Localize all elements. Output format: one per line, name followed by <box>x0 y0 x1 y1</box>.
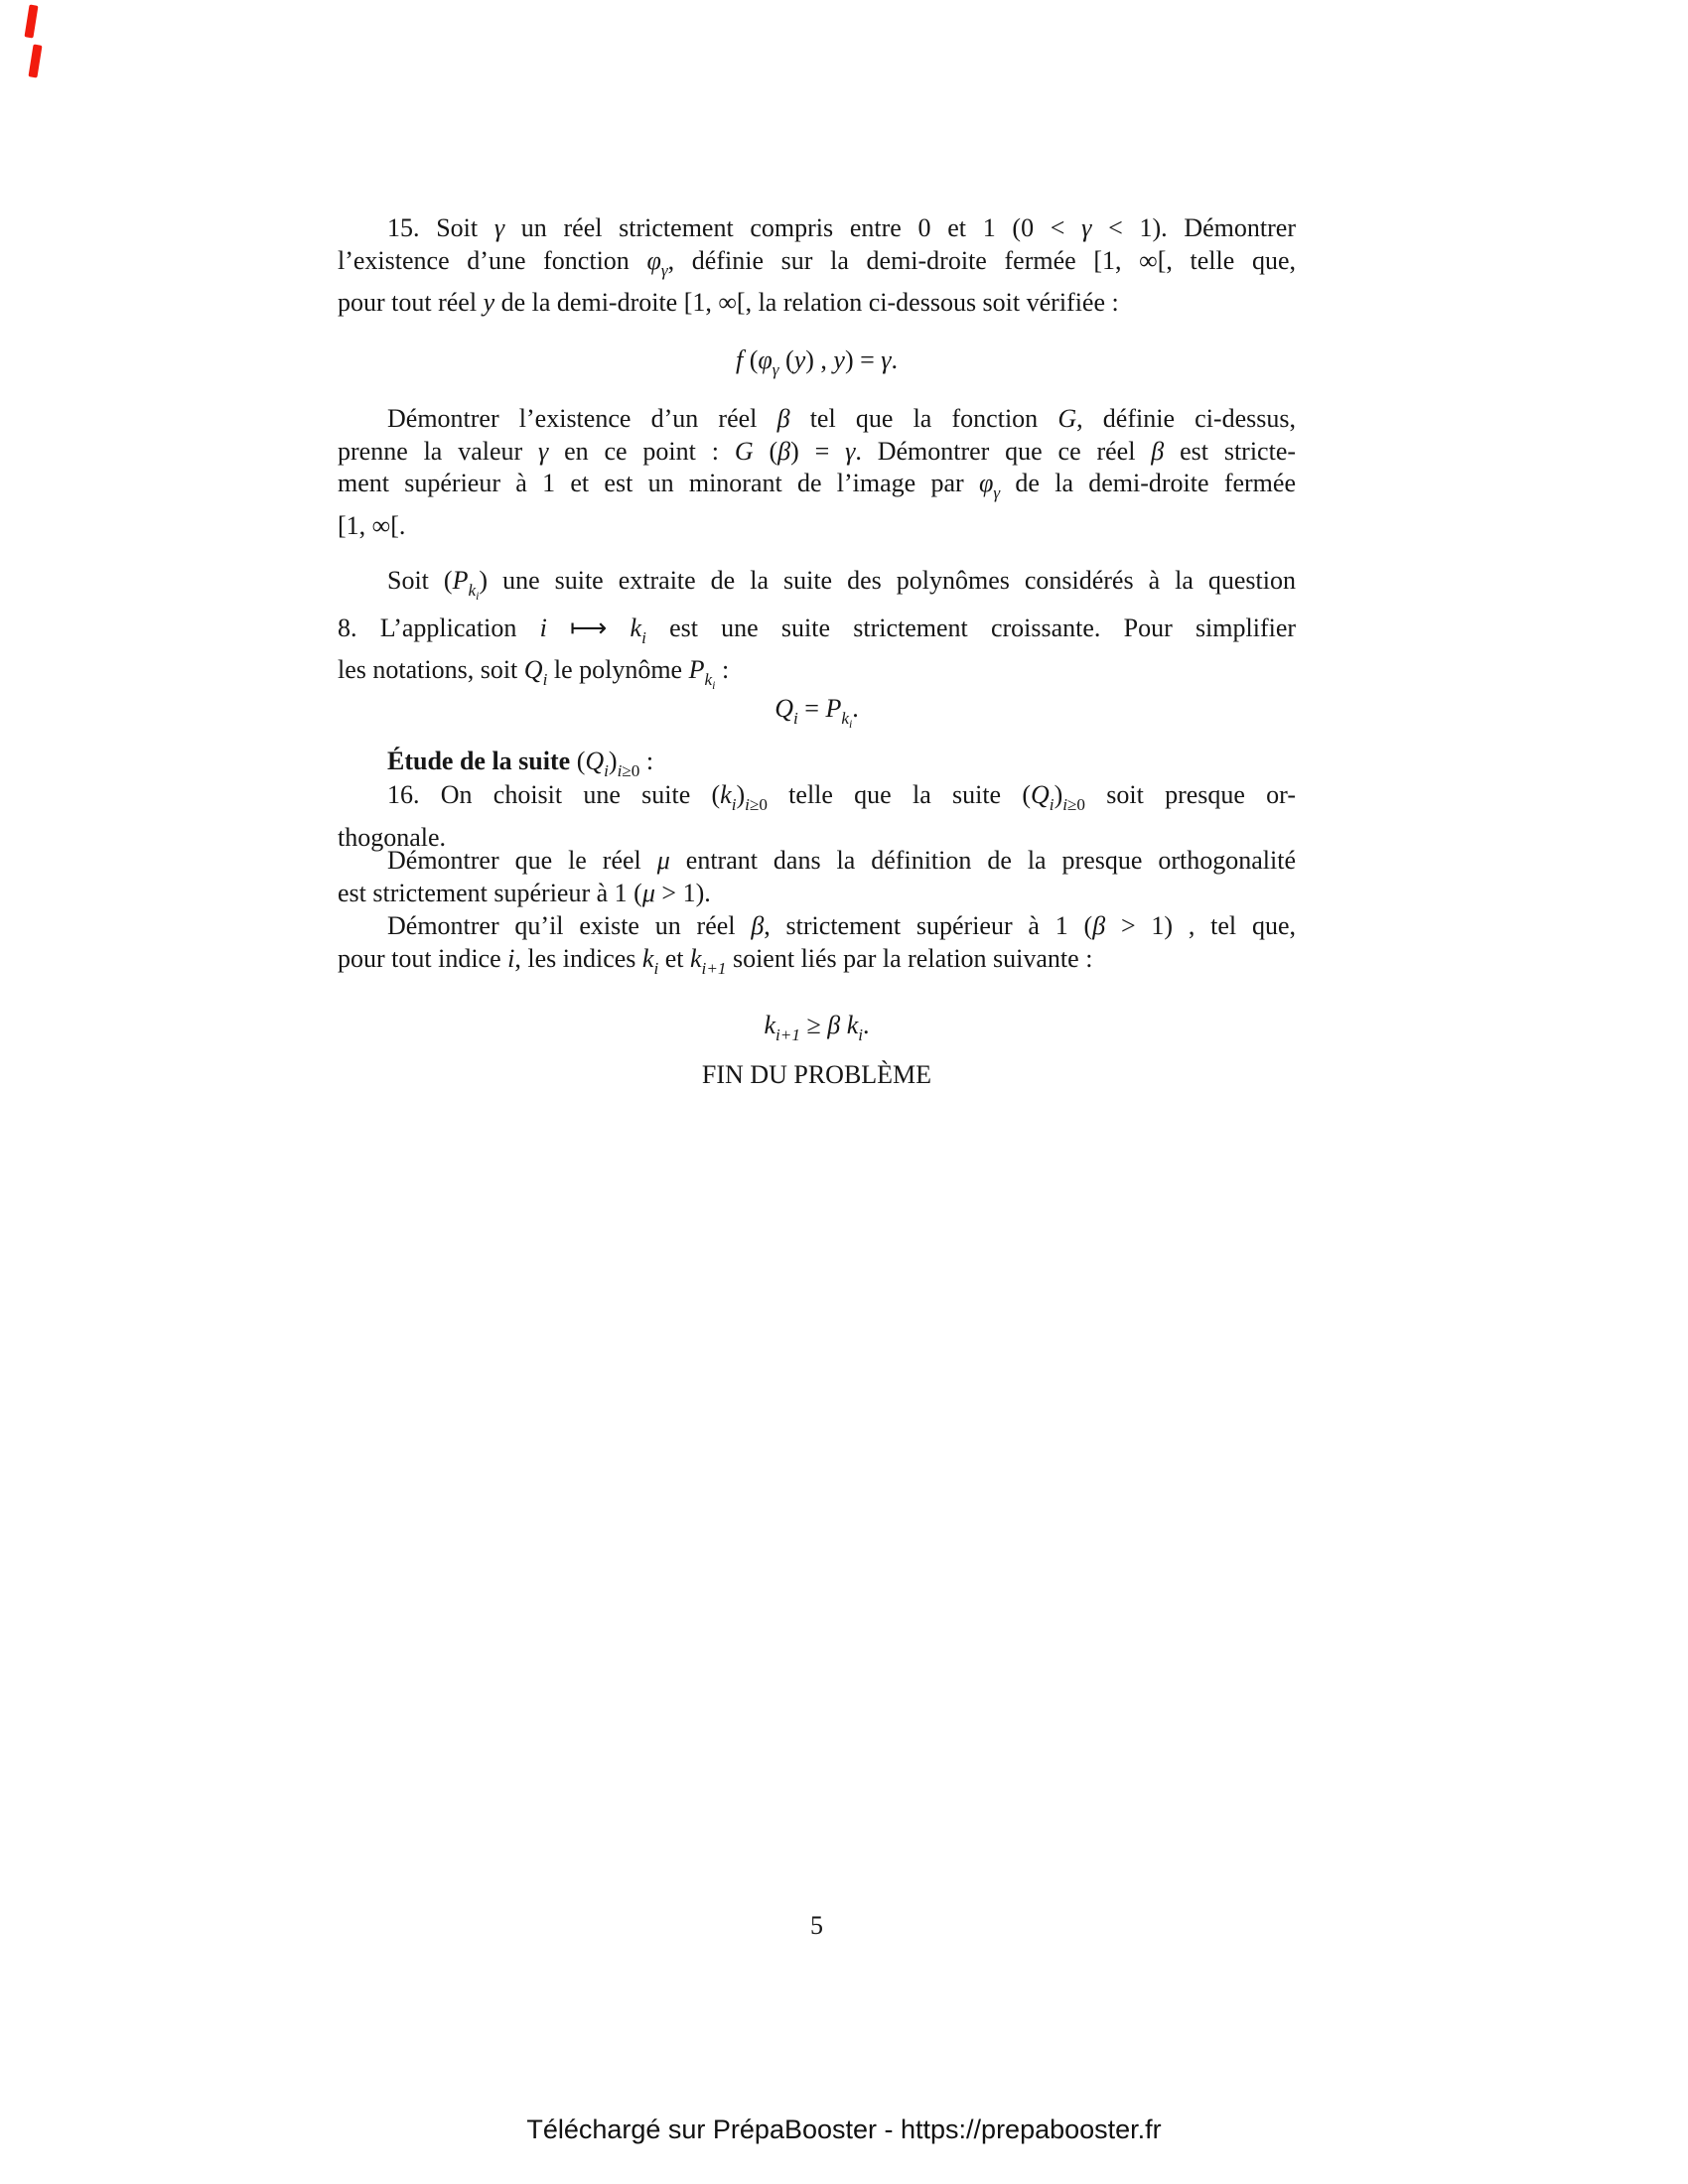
formula-f-phi-gamma <box>338 344 1296 387</box>
text-token: ) <box>1054 780 1063 809</box>
text-token: et <box>658 943 690 973</box>
text-token: ) <box>608 747 618 775</box>
text-token: est stricte- <box>1164 436 1297 466</box>
text-token: i <box>712 678 716 692</box>
text-token: > 1). <box>654 878 711 907</box>
text-token: . <box>863 1011 870 1039</box>
text-token: ( <box>753 436 778 466</box>
text-token: [1, ∞[. <box>338 510 406 540</box>
text-token: Soit ( <box>387 566 453 595</box>
text-token: i <box>507 943 515 973</box>
text-line <box>338 845 1296 878</box>
text-line <box>338 565 1296 613</box>
text-token: 15. Soit <box>387 213 494 242</box>
text-token: > 1) , tel que, <box>1105 911 1296 940</box>
text-token: i <box>604 761 609 780</box>
text-token: β <box>776 404 790 433</box>
text-token: telle que la suite ( <box>767 780 1031 809</box>
text-token: γ <box>772 360 779 379</box>
text-token: f <box>735 345 744 374</box>
text-line <box>338 943 1296 986</box>
text-token: k <box>468 581 477 600</box>
text-token: k <box>720 780 732 809</box>
text-token: β <box>1151 436 1165 466</box>
text-line <box>338 878 1296 910</box>
text-token: = <box>797 694 826 723</box>
text-token: . <box>891 345 899 374</box>
text-token: est une suite strictement croissante. Pour simplifier <box>645 613 1297 642</box>
footer-watermark: Téléchargé sur PrépaBooster - https://prepabooster.fr <box>526 2115 1162 2144</box>
text-token: les notations, soit <box>338 655 524 684</box>
text-line <box>338 613 1296 655</box>
text-token: ≥0 <box>622 761 640 780</box>
text-token: un réel strictement compris entre 0 et 1 (0 < <box>504 213 1082 242</box>
text-token: , définie sur la demi-droite fermée [1, ∞[, telle que, <box>667 245 1296 275</box>
text-token: i+1 <box>775 1025 800 1044</box>
text-token: γ <box>881 345 892 374</box>
text-token: ( <box>778 345 794 374</box>
text-line <box>338 468 1296 510</box>
paragraph-suite-extraite <box>338 565 1296 702</box>
text-token: i <box>539 613 547 642</box>
text-token: FIN DU PROBLÈME <box>701 1060 932 1089</box>
text-line <box>338 779 1296 822</box>
text-token: i <box>858 1025 864 1044</box>
text-token: ⟼ <box>570 613 608 643</box>
text-line <box>338 910 1296 943</box>
text-token: i <box>792 709 798 728</box>
text-token: k <box>704 670 713 689</box>
text-token: < 1). Démontrer <box>1091 213 1296 242</box>
text-token: β <box>777 436 791 466</box>
fin-du-probleme <box>338 1059 1296 1092</box>
paragraph-beta-relation <box>338 910 1296 985</box>
text-token: β <box>1092 911 1106 940</box>
text-token: φ <box>646 245 661 275</box>
text-token: γ <box>660 260 668 280</box>
text-token: ) , <box>805 345 834 374</box>
text-token: ≥ <box>799 1011 828 1039</box>
text-token: Démontrer qu’il existe un réel <box>387 911 752 940</box>
question-15-paragraph <box>338 212 1296 320</box>
text-token: Q <box>523 655 543 684</box>
text-token: , définie ci-dessus, <box>1076 404 1296 433</box>
text-token: P <box>452 566 469 595</box>
text-token: soient liés par la relation suivante : <box>726 943 1093 973</box>
text-token: μ <box>641 878 655 907</box>
text-token: γ <box>1081 213 1092 242</box>
text-token: Étude de la suite <box>387 747 577 775</box>
text-line <box>338 510 1296 543</box>
text-token: 8. L’application <box>338 613 540 642</box>
text-token: P <box>688 655 705 684</box>
formula-ki-beta <box>338 1010 1296 1052</box>
text-token <box>607 614 630 642</box>
text-token: i <box>476 589 480 603</box>
text-token: pour tout indice <box>338 943 508 973</box>
text-token: Q <box>774 694 793 723</box>
text-token: i <box>848 717 853 731</box>
text-token: , les indices <box>514 943 642 973</box>
text-token: i <box>653 958 659 978</box>
text-token: i <box>1049 795 1055 814</box>
text-token: . <box>852 694 859 723</box>
text-token: ) <box>736 780 746 809</box>
text-token: φ <box>758 345 773 374</box>
text-token: ) une suite extraite de la suite des polynômes considérés à la question <box>479 566 1296 595</box>
text-token: soit presque or- <box>1085 780 1296 809</box>
text-token: ment supérieur à 1 et est un minorant de l’image par <box>338 469 979 497</box>
text-token: . Démontrer que ce réel <box>855 436 1152 466</box>
text-token: de la demi-droite [1, ∞[, la relation ci-dessous soit vérifiée : <box>494 288 1119 317</box>
text-token: μ <box>656 846 670 875</box>
text-token: entrant dans la définition de la presque orthogonalité <box>669 846 1297 875</box>
text-token: tel que la fonction <box>789 404 1058 433</box>
text-token: de la demi-droite fermée <box>1000 469 1296 497</box>
text-token: y <box>833 345 845 374</box>
red-pen-mark <box>24 4 38 38</box>
text-token: P <box>825 694 842 723</box>
text-token: : <box>715 655 730 684</box>
text-token: en ce point : <box>548 436 735 466</box>
text-token: 16. On choisit une suite ( <box>387 780 721 809</box>
text-token: i <box>745 795 750 814</box>
text-token: thogonale. <box>338 822 447 852</box>
text-token: k <box>630 613 642 642</box>
text-token: k <box>841 709 849 728</box>
text-token: i <box>731 795 737 814</box>
page-number: 5 <box>810 1911 823 1940</box>
text-token: k <box>641 943 654 973</box>
text-token: β <box>827 1011 841 1039</box>
red-pen-mark <box>28 44 42 77</box>
text-token: est strictement supérieur à 1 ( <box>338 878 642 907</box>
text-token: i <box>641 627 646 647</box>
text-token: k <box>846 1011 859 1039</box>
text-token: i <box>542 670 548 689</box>
text-token: le polynôme <box>547 655 689 684</box>
text-token: ) = <box>790 436 846 466</box>
text-token: Démontrer que le réel <box>387 846 657 875</box>
paragraph-mu <box>338 845 1296 909</box>
text-token: ( <box>576 747 586 775</box>
text-token: prenne la valeur <box>338 436 539 466</box>
text-token: ) = <box>844 345 882 374</box>
text-token: l’existence d’une fonction <box>338 245 647 275</box>
text-token: γ <box>493 213 505 242</box>
question-16-paragraph <box>338 779 1296 854</box>
text-token: : <box>639 747 654 775</box>
text-line <box>338 287 1296 320</box>
text-token: γ <box>993 483 1001 502</box>
text-token: G <box>1057 404 1077 433</box>
text-token: , strictement supérieur à 1 ( <box>764 911 1093 940</box>
text-line <box>338 245 1296 288</box>
text-token: pour tout réel <box>338 288 484 317</box>
text-token: y <box>793 345 806 374</box>
paragraph-beta-G <box>338 403 1296 542</box>
formula-Qi-Pki <box>338 693 1296 741</box>
text-token: i <box>617 761 623 780</box>
text-token: γ <box>538 436 549 466</box>
text-line <box>338 436 1296 469</box>
text-token: i+1 <box>701 958 727 978</box>
text-token: k <box>690 943 702 973</box>
text-token: γ <box>845 436 856 466</box>
text-token: φ <box>978 469 994 497</box>
text-token: Q <box>585 747 605 775</box>
text-token: G <box>734 436 754 466</box>
text-token: Démontrer l’existence d’un réel <box>387 404 777 433</box>
text-token: k <box>764 1011 776 1039</box>
text-token: β <box>751 911 765 940</box>
text-token: ( <box>743 345 759 374</box>
text-token: ≥0 <box>1067 795 1086 814</box>
text-token: Q <box>1031 780 1050 809</box>
text-token <box>547 614 570 642</box>
text-token: ≥0 <box>749 795 768 814</box>
text-token: i <box>1062 795 1068 814</box>
text-line <box>338 212 1296 245</box>
text-line <box>338 403 1296 436</box>
text-token: y <box>483 288 495 317</box>
